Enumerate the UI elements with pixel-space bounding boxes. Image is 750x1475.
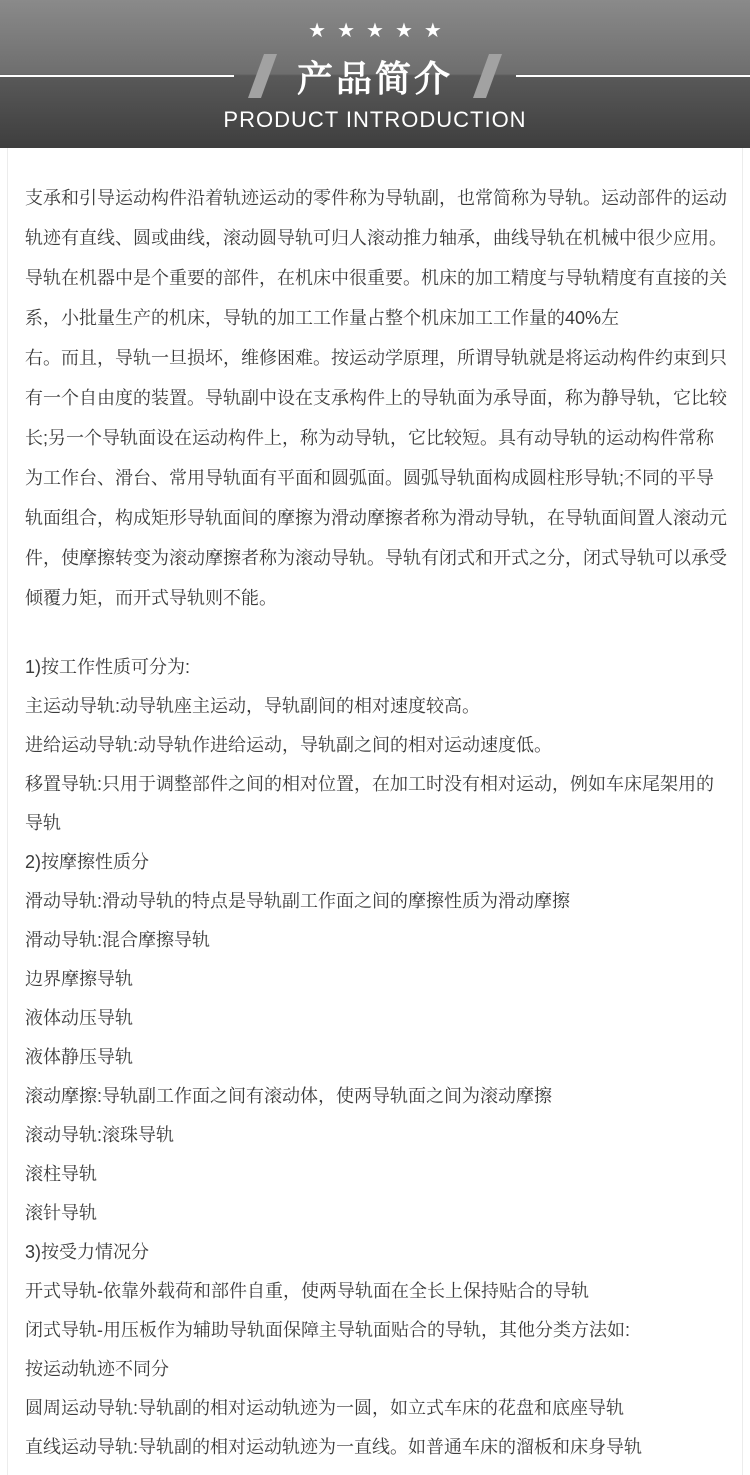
text-line: 液体动压导轨 (25, 1008, 133, 1028)
text-line: 开式导轨-依靠外载荷和部件自重，使两导轨面在全长上保持贴合的导轨 (25, 1281, 589, 1301)
text-line: 为工作台、滑台、常用导轨面有平面和圆弧面。圆弧导轨面构成圆柱形导轨;不同的平导 (25, 468, 714, 488)
slash-icon (248, 54, 277, 98)
text-line: 移置导轨:只用于调整部件之间的相对位置，在加工时没有相对运动，例如车床尾架用的 (25, 774, 714, 794)
text-line: 滚柱导轨 (25, 1164, 97, 1184)
text-line: 导轨在机器中是个重要的部件，在机床中很重要。机床的加工精度与导轨精度有直接的关 (25, 268, 727, 288)
text-line: 轨面组合，构成矩形导轨面间的摩擦为滑动摩擦者称为滑动导轨，在导轨面间置人滚动元 (25, 508, 727, 528)
divider-line-left (0, 75, 234, 77)
text-line: 3)按受力情况分 (25, 1242, 150, 1262)
text-line: 轨迹有直线、圆或曲线，滚动圆导轨可归人滚动推力轴承，曲线导轨在机械中很少应用。 (25, 228, 727, 248)
text-line: 边界摩擦导轨 (25, 969, 133, 989)
article-content (7, 148, 743, 1475)
section-title-row (0, 52, 750, 100)
text-line: 右。而且，导轨一旦损坏，维修困难。按运动学原理，所谓导轨就是将运动构件约束到只 (25, 348, 727, 368)
text-line: 长;另一个导轨面设在运动构件上，称为动导轨，它比较短。具有动导轨的运动构件常称 (25, 428, 714, 448)
text-line: 滑动导轨:混合摩擦导轨 (25, 930, 210, 950)
classification-list (25, 648, 725, 1467)
text-line: 滚动摩擦:导轨副工作面之间有滚动体，使两导轨面之间为滚动摩擦 (25, 1086, 552, 1106)
text-line: 滚针导轨 (25, 1203, 97, 1223)
text-line: 2)按摩擦性质分 (25, 852, 150, 872)
text-line: 支承和引导运动构件沿着轨迹运动的零件称为导轨副，也常简称为导轨。运动部件的运动 (25, 188, 727, 208)
section-title: 产品简介 (297, 57, 454, 99)
star-rating-icons: ★★★★★ (308, 20, 453, 42)
text-line: 液体静压导轨 (25, 1047, 133, 1067)
text-line: 滚动导轨:滚珠导轨 (25, 1125, 175, 1145)
text-line: 主运动导轨:动导轨座主运动，导轨副间的相对速度较高。 (25, 696, 480, 716)
section-header-banner (0, 0, 750, 148)
text-line: 滑动导轨:滑动导轨的特点是导轨副工作面之间的摩擦性质为滑动摩擦 (25, 891, 570, 911)
text-line: 进给运动导轨:动导轨作进给运动，导轨副之间的相对运动速度低。 (25, 735, 552, 755)
text-line: 有一个自由度的装置。导轨副中设在支承构件上的导轨面为承导面，称为静导轨，它比较 (25, 388, 727, 408)
text-line: 闭式导轨-用压板作为辅助导轨面保障主导轨面贴合的导轨，其他分类方法如: (25, 1320, 630, 1340)
text-line: 圆周运动导轨:导轨副的相对运动轨迹为一圆，如立式车床的花盘和底座导轨 (25, 1398, 624, 1418)
text-line: 系，小批量生产的机床，导轨的加工工作量占整个机床加工工作量的40%左 (25, 308, 620, 328)
intro-paragraph (25, 178, 725, 618)
text-line: 按运动轨迹不同分 (25, 1359, 169, 1379)
section-subtitle: PRODUCT INTRODUCTION (223, 107, 527, 132)
divider-line-right (516, 75, 750, 77)
text-line: 倾覆力矩，而开式导轨则不能。 (25, 588, 277, 608)
text-line: 直线运动导轨:导轨副的相对运动轨迹为一直线。如普通车床的溜板和床身导轨 (25, 1437, 642, 1457)
text-line: 导轨 (25, 813, 61, 833)
text-line: 1)按工作性质可分为: (25, 657, 191, 677)
slash-icon (473, 54, 502, 98)
text-line: 件，使摩擦转变为滚动摩擦者称为滚动导轨。导轨有闭式和开式之分，闭式导轨可以承受 (25, 548, 727, 568)
